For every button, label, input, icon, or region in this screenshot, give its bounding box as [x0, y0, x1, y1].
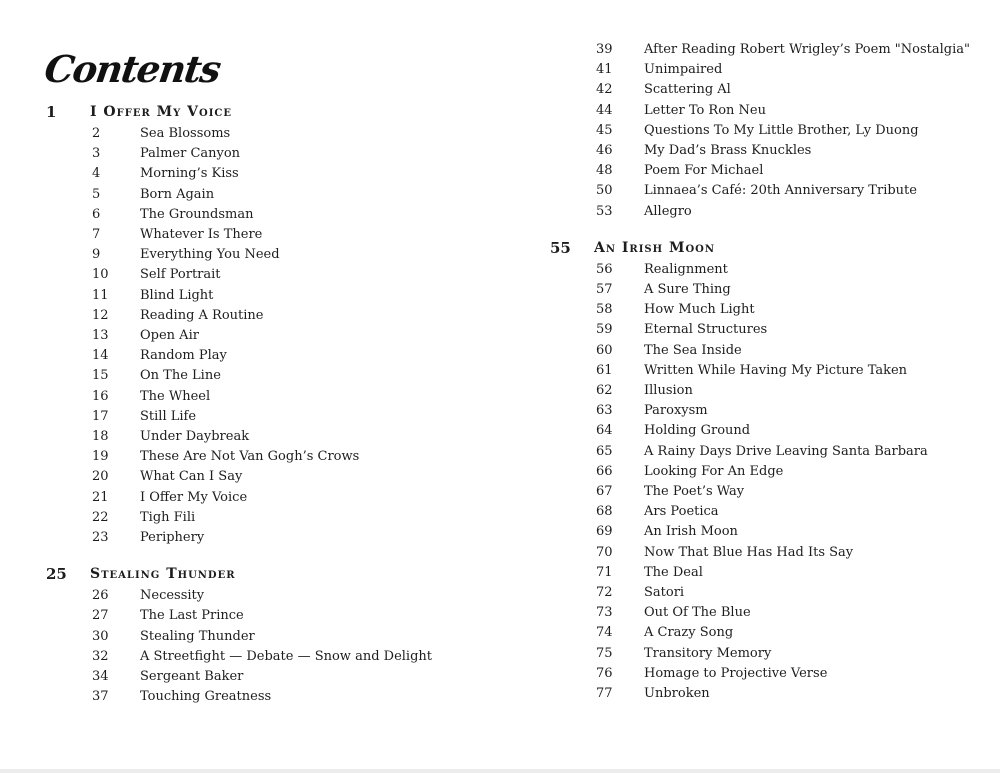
entry-title: Unimpaired: [644, 62, 723, 78]
entry-page-number: 26: [92, 588, 109, 604]
page-bottom-edge: [0, 769, 1000, 773]
entry-page-number: 21: [92, 489, 109, 505]
entry-page-number: 18: [92, 429, 109, 444]
entry-page-number: 6: [92, 206, 101, 222]
entry-page-number: 22: [92, 509, 109, 525]
entry-title: Eternal Structures: [644, 322, 768, 338]
entry-title: Open Air: [140, 328, 199, 343]
entry-title: Written While Having My Picture Taken: [644, 362, 908, 378]
entry-page-number: 45: [596, 122, 613, 138]
entry-title: Homage to Projective Verse: [644, 665, 828, 681]
entry-title: Poem For Michael: [644, 163, 764, 179]
section-heading[interactable]: [0, 101, 500, 123]
entry-page-number: 42: [596, 82, 613, 98]
entry-page-number: 23: [92, 530, 109, 545]
entry-title: Satori: [644, 585, 685, 600]
entry-page-number: 37: [92, 689, 109, 705]
entry-page-number: 72: [596, 585, 613, 600]
entry-title: Palmer Canyon: [140, 146, 241, 162]
entry-title: A Sure Thing: [644, 282, 731, 297]
entry-title: Transitory Memory: [644, 645, 772, 661]
entry-title: The Last Prince: [140, 608, 244, 624]
page-title: Contents: [41, 47, 223, 91]
entry-title: Random Play: [140, 348, 227, 364]
entry-page-number: 44: [596, 102, 613, 118]
entry-title: Unbroken: [644, 686, 710, 701]
entry-title: Linnaea’s Café: 20th Anniversary Tribute: [644, 183, 917, 199]
entry-page-number: 77: [596, 686, 613, 701]
entry-title: Letter To Ron Neu: [644, 102, 766, 118]
entry-title: Sergeant Baker: [140, 669, 244, 684]
entry-title: Whatever Is There: [140, 227, 263, 242]
entry-page-number: 75: [596, 645, 613, 661]
section-heading[interactable]: [0, 563, 500, 585]
entry-page-number: 76: [596, 665, 613, 681]
entry-title: The Sea Inside: [644, 342, 742, 358]
entry-title: Allegro: [644, 203, 692, 219]
entry-page-number: 15: [92, 368, 109, 384]
entry-page-number: 17: [92, 408, 109, 424]
entry-page-number: 73: [596, 605, 613, 621]
entry-page-number: 53: [596, 203, 613, 219]
entry-title: Under Daybreak: [140, 429, 250, 444]
section-number: 25: [46, 565, 67, 584]
entry-page-number: 48: [596, 163, 613, 179]
entry-page-number: 20: [92, 469, 109, 485]
entry-page-number: 62: [596, 383, 613, 398]
entry-page-number: 34: [92, 669, 109, 684]
entry-title: How Much Light: [644, 302, 755, 318]
entry-title: Everything You Need: [140, 247, 280, 263]
entry-page-number: 50: [596, 183, 613, 199]
entry-page-number: 4: [92, 166, 101, 182]
section-number: 1: [46, 103, 57, 121]
entry-title: Born Again: [140, 186, 215, 202]
entry-page-number: 60: [596, 342, 613, 358]
entry-title: Looking For An Edge: [644, 463, 784, 479]
entry-title: I Offer My Voice: [140, 489, 248, 505]
entry-page-number: 57: [596, 282, 613, 297]
section-title: I Offer My Voice: [90, 104, 232, 120]
section-heading[interactable]: [500, 237, 1000, 259]
entry-page-number: 63: [596, 403, 613, 419]
entry-title: Periphery: [140, 530, 205, 545]
entry-title: Sea Blossoms: [140, 126, 231, 141]
entry-page-number: 58: [596, 302, 613, 318]
entry-title: Now That Blue Has Had Its Say: [644, 544, 854, 560]
entry-page-number: 16: [92, 388, 109, 404]
entry-title: Reading A Routine: [140, 307, 264, 323]
entry-page-number: 9: [92, 247, 101, 263]
entry-title: On The Line: [140, 368, 221, 384]
entry-page-number: 64: [596, 423, 613, 439]
entry-page-number: 27: [92, 608, 109, 624]
entry-title: Blind Light: [140, 287, 214, 303]
entry-title: Illusion: [644, 383, 693, 398]
entry-page-number: 67: [596, 484, 613, 499]
section-number: 55: [550, 238, 571, 257]
entry-page-number: 7: [92, 227, 101, 242]
entry-page-number: 30: [92, 628, 109, 644]
section-title: An Irish Moon: [594, 239, 716, 256]
entry-title: The Wheel: [140, 388, 211, 404]
entry-title: Touching Greatness: [140, 689, 272, 705]
entry-title: Tigh Fili: [140, 509, 196, 525]
entry-page-number: 66: [596, 463, 613, 479]
entry-title: Scattering Al: [644, 82, 731, 98]
entry-title: A Crazy Song: [644, 625, 734, 641]
entry-page-number: 69: [596, 524, 613, 540]
entry-title: The Groundsman: [140, 206, 254, 222]
entry-title: Holding Ground: [644, 423, 751, 439]
entry-title: An Irish Moon: [644, 524, 738, 540]
entry-title: Still Life: [140, 408, 197, 424]
entry-page-number: 12: [92, 307, 109, 323]
entry-title: The Deal: [644, 564, 703, 580]
entry-page-number: 32: [92, 648, 109, 664]
entry-title: After Reading Robert Wrigley’s Poem "Nostalgia": [644, 42, 970, 57]
entry-page-number: 46: [596, 143, 613, 158]
entry-page-number: 11: [92, 287, 109, 303]
entry-title: These Are Not Van Gogh’s Crows: [140, 449, 360, 465]
entry-title: The Poet’s Way: [644, 484, 745, 499]
entry-page-number: 70: [596, 544, 613, 560]
entry-page-number: 5: [92, 186, 101, 202]
entry-page-number: 74: [596, 625, 613, 641]
entry-page-number: 10: [92, 267, 109, 283]
entry-title: A Rainy Days Drive Leaving Santa Barbara: [644, 443, 928, 459]
entry-page-number: 68: [596, 504, 613, 520]
entry-page-number: 61: [596, 362, 613, 378]
entry-page-number: 41: [596, 62, 613, 78]
entry-title: Morning’s Kiss: [140, 166, 239, 182]
entry-title: Questions To My Little Brother, Ly Duong: [644, 122, 919, 138]
entry-title: Realignment: [644, 261, 728, 277]
entry-page-number: 13: [92, 328, 109, 343]
entry-title: Ars Poetica: [644, 504, 719, 520]
entry-page-number: 39: [596, 42, 613, 57]
entry-page-number: 56: [596, 261, 613, 277]
entry-title: My Dad’s Brass Knuckles: [644, 143, 812, 158]
entry-title: Paroxysm: [644, 403, 708, 419]
entry-title: A Streetfight — Debate — Snow and Delight: [140, 648, 432, 664]
entry-page-number: 14: [92, 348, 109, 364]
entry-page-number: 19: [92, 449, 109, 465]
entry-title: Stealing Thunder: [140, 628, 255, 644]
section-title: Stealing Thunder: [90, 566, 236, 583]
entry-page-number: 65: [596, 443, 613, 459]
entry-page-number: 3: [92, 146, 101, 162]
entry-page-number: 59: [596, 322, 613, 338]
entry-title: Out Of The Blue: [644, 605, 751, 621]
entry-page-number: 71: [596, 564, 613, 580]
entry-page-number: 2: [92, 126, 101, 141]
entry-title: Necessity: [140, 588, 205, 604]
entry-title: What Can I Say: [140, 469, 243, 485]
entry-title: Self Portrait: [140, 267, 221, 283]
